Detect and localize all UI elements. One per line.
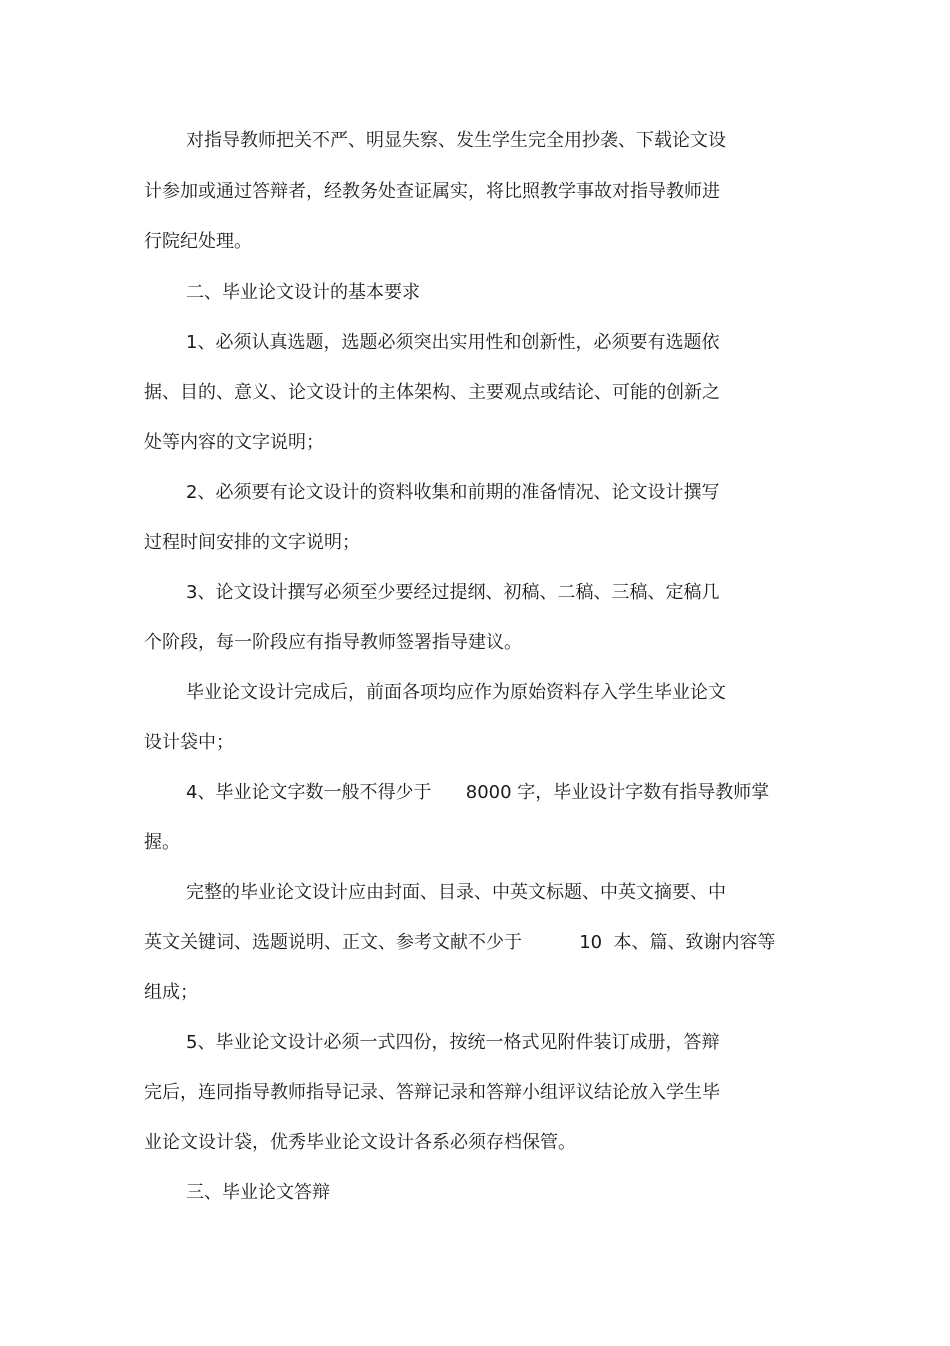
paragraph-line: 4、毕业论文字数一般不得少于 8000 字，毕业设计字数有指导教师掌 <box>186 782 770 803</box>
paragraph-line: 处等内容的文字说明； <box>144 432 324 453</box>
paragraph-line: 据、目的、意义、论文设计的主体架构、主要观点或结论、可能的创新之 <box>144 382 720 403</box>
paragraph-line: 业论文设计袋，优秀毕业论文设计各系必须存档保管。 <box>144 1132 576 1153</box>
paragraph-line: 英文关键词、选题说明、正文、参考文献不少于 10 本、篇、致谢内容等 <box>144 932 776 953</box>
section-heading: 三、毕业论文答辩 <box>186 1182 330 1203</box>
paragraph-line: 5、毕业论文设计必须一式四份，按统一格式见附件装订成册，答辩 <box>186 1032 720 1053</box>
paragraph-line: 对指导教师把关不严、明显失察、发生学生完全用抄袭、下载论文设 <box>186 130 726 151</box>
paragraph-line: 握。 <box>144 832 180 853</box>
paragraph-line: 个阶段，每一阶段应有指导教师签署指导建议。 <box>144 632 522 653</box>
paragraph-line: 计参加或通过答辩者，经教务处查证属实，将比照教学事故对指导教师进 <box>144 181 720 202</box>
paragraph-line: 过程时间安排的文字说明； <box>144 532 360 553</box>
paragraph-line: 2、必须要有论文设计的资料收集和前期的准备情况、论文设计撰写 <box>186 482 720 503</box>
paragraph-line: 组成； <box>144 982 198 1003</box>
paragraph-line: 行院纪处理。 <box>144 231 252 252</box>
paragraph-line: 3、论文设计撰写必须至少要经过提纲、初稿、二稿、三稿、定稿几 <box>186 582 720 603</box>
section-heading: 二、毕业论文设计的基本要求 <box>186 282 420 303</box>
paragraph-line: 毕业论文设计完成后，前面各项均应作为原始资料存入学生毕业论文 <box>186 682 726 703</box>
paragraph-line: 设计袋中； <box>144 732 234 753</box>
paragraph-line: 完整的毕业论文设计应由封面、目录、中英文标题、中英文摘要、中 <box>186 882 726 903</box>
paragraph-line: 1、必须认真选题，选题必须突出实用性和创新性，必须要有选题依 <box>186 332 720 353</box>
paragraph-line: 完后，连同指导教师指导记录、答辩记录和答辩小组评议结论放入学生毕 <box>144 1082 720 1103</box>
